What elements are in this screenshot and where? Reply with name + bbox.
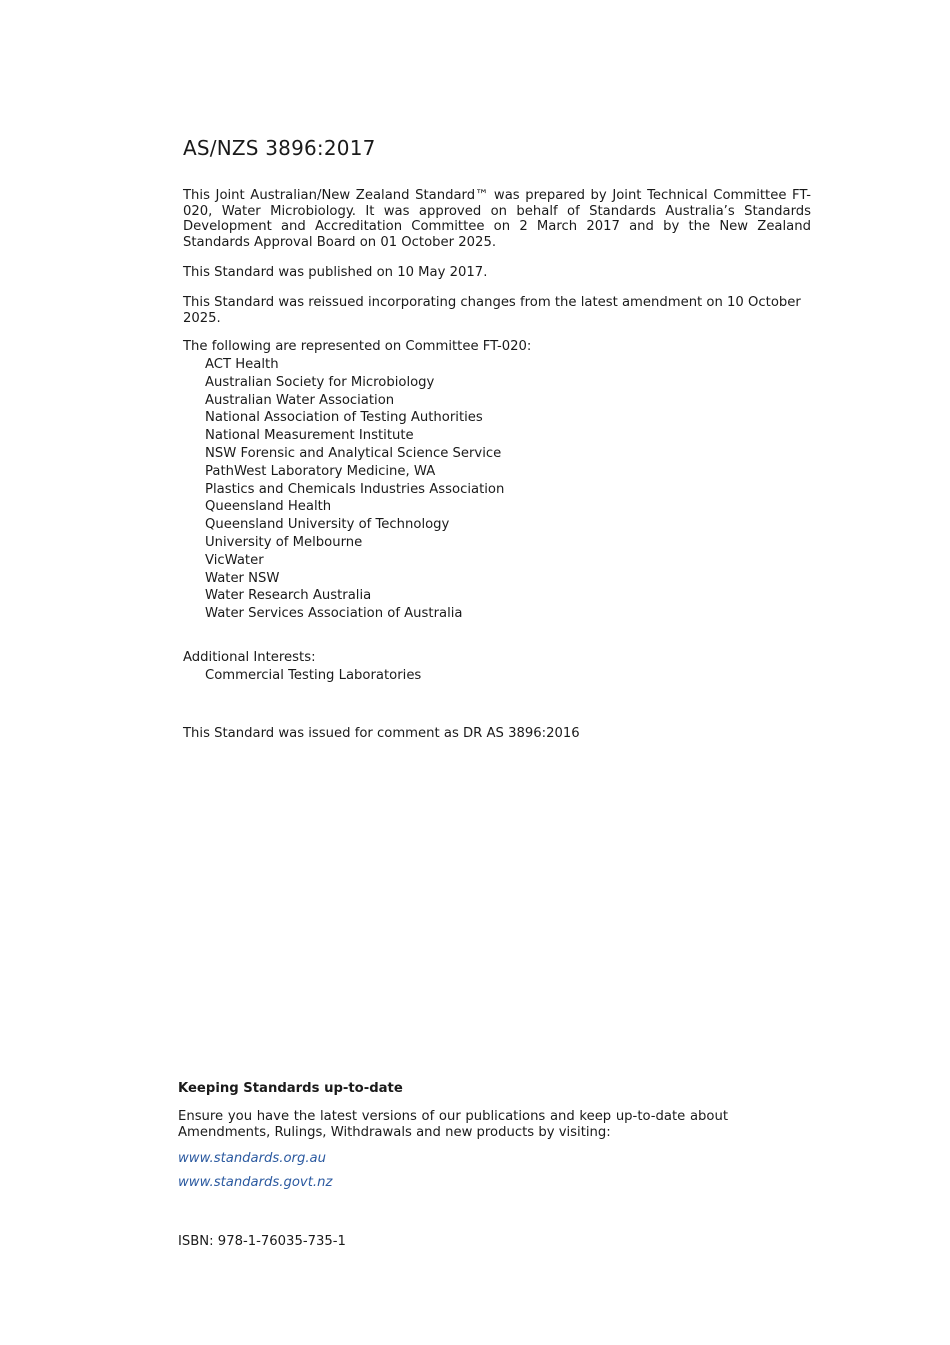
list-item: Water NSW — [205, 570, 280, 586]
list-item: Australian Water Association — [205, 392, 395, 408]
approval-paragraph: This Joint Australian/New Zealand Standard™ was prepared by Joint Technical Committee FT-020, Water Microbiology. It was approved on behalf of Standards Australia’s Standards Development and Accreditation Committee on 2 March 2017 and by the New Zealand Standards Approval Board on 01 October 2025. — [183, 188, 811, 250]
keeping-up-to-date-body: Ensure you have the latest versions of our publications and keep up-to-date about Amendments, Rulings, Withdrawals and new products by visiting: — [178, 1109, 728, 1140]
comment-draft-note: This Standard was issued for comment as DR AS 3896:2016 — [183, 726, 580, 741]
list-item: NSW Forensic and Analytical Science Service — [205, 445, 502, 461]
standards-au-link[interactable]: www.standards.org.au — [178, 1151, 326, 1166]
list-item: Commercial Testing Laboratories — [205, 668, 422, 683]
committee-heading: The following are represented on Committee FT-020: — [183, 339, 532, 354]
additional-interests-list — [205, 667, 421, 685]
list-item: University of Melbourne — [205, 534, 363, 550]
list-item: National Measurement Institute — [205, 428, 414, 444]
committee-member-list — [205, 356, 504, 623]
list-item: Queensland University of Technology — [205, 517, 450, 533]
keeping-up-to-date-heading: Keeping Standards up-to-date — [178, 1081, 403, 1096]
list-item: PathWest Laboratory Medicine, WA — [205, 463, 436, 479]
list-item: Queensland Health — [205, 499, 332, 515]
publication-date-text: This Standard was published on 10 May 2017. — [183, 265, 488, 280]
isbn-text: ISBN: 978-1-76035-735-1 — [178, 1234, 346, 1249]
list-item: Australian Society for Microbiology — [205, 374, 435, 390]
list-item: ACT Health — [205, 357, 279, 372]
reissue-text: This Standard was reissued incorporating changes from the latest amendment on 10 October 2025. — [183, 295, 801, 326]
additional-interests-heading: Additional Interests: — [183, 650, 316, 665]
list-item: National Association of Testing Authorities — [205, 410, 483, 426]
standards-nz-link[interactable]: www.standards.govt.nz — [178, 1175, 333, 1190]
list-item: Water Services Association of Australia — [205, 606, 463, 622]
list-item: Water Research Australia — [205, 588, 372, 604]
standard-title: AS/NZS 3896:2017 — [183, 136, 376, 160]
list-item: VicWater — [205, 552, 264, 568]
list-item: Plastics and Chemicals Industries Association — [205, 481, 505, 497]
